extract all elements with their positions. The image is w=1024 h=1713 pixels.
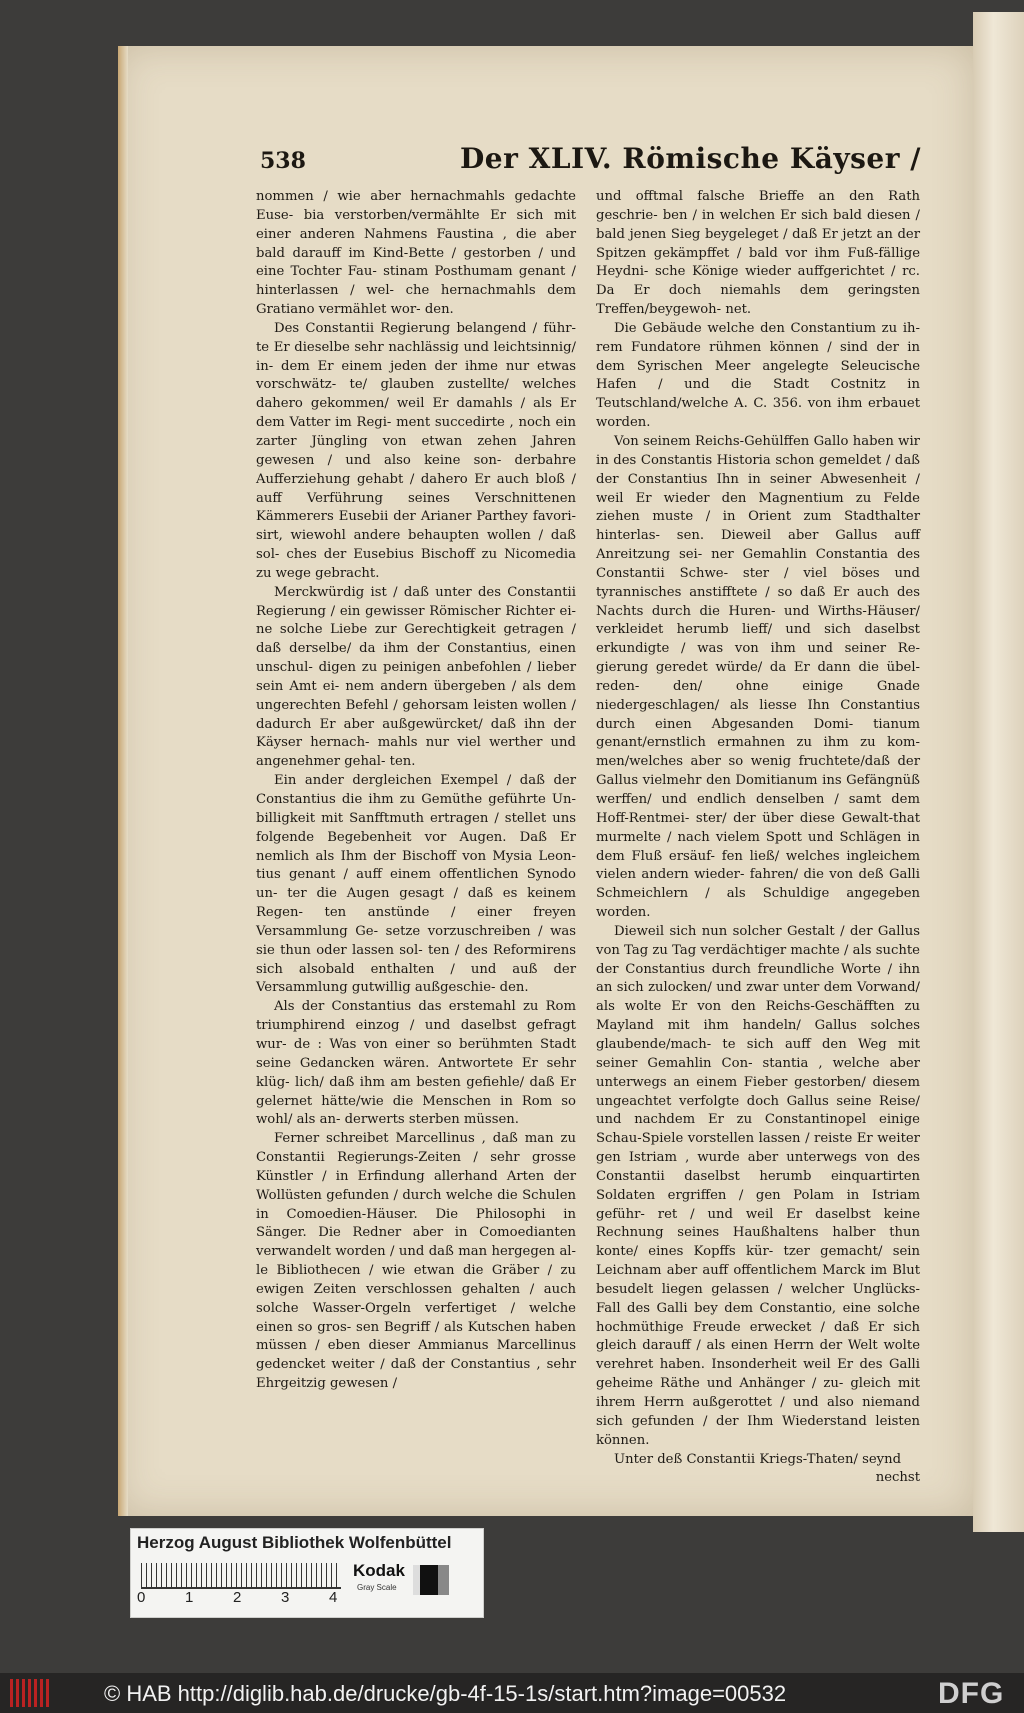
right-text-column (596, 188, 920, 1488)
institution-label: Herzog August Bibliothek Wolfenbüttel (137, 1533, 452, 1552)
paragraph: Ein ander dergleichen Exempel / daß der Constantius die ihm zu Gemüthe geführte Un- billigkeit mit Sanfftmuth ertragen / stellet uns folgende Begebenheit vor Augen. Daß Er nemlich als Ihm der Bischoff von Mysia Leon- tius genant / auff einem offentlichen Synodo un- ter die Augen gesagt / daß es keinem Regen- ten anstünde / einer freyen Versammlung Ge- setze vorzuschreiben / was sie thun oder lassen sol- ten / des Reformirens sich alsobald enthalten / und auß der Versammlung gutwillig außgeschie- den. (256, 773, 576, 996)
paragraph: nommen / wie aber hernachmahls gedachte Euse- bia verstorben/vermählte Er sich mit einer anderen Nahmens Faustina , die aber bald darauff im Kind-Bette / gestorben / und eine Tochter Fau- stinam Posthumam genant / hinterlassen / wel- che hernachmahls dem Gratiano vermählet wor- den. (256, 189, 576, 318)
page-binding-edge (118, 46, 128, 1516)
left-text-column (256, 188, 576, 1394)
paragraph: Von seinem Reichs-Gehülffen Gallo haben wir in des Constantis Historia schon gemeldet / daß der Constantius Ihn in seiner Abwesenheit / weil Er wieder den Magnentium zu Felde ziehen muste / in Orient zum Stadthalter hinterlas- sen. Dieweil aber Gallus auff Anreitzung sei- ner Gemahlin Constantia des Constantii Schwe- ster / viel böses und tyrannisches anstifftete / so daß Er auch des Nachts durch die Huren- und Wirths-Häuser/ verkleidet herumb lieff/ und sich daselbst erkundigte / was von ihm und seiner Re- gierung geredet würde/ da Er dann die übel-reden- den/ ohne einige Gnade niedergeschlagen/ als liesse Ihn Constantius durch einen Abgesanden Domi- tianum genant/ernstlich ermahnen zu ihm zu kom- men/welches aber so wenig fruchtete/daß der Gallus vielmehr den Domitianum ins Gefängnüß werffen/ und endlich denselben / samt dem Hoff-Rentmei- ster/ der über diese Gewalt-that murmelte / nach vielem Spott und Schlägen in dem Fluß ersäuf- fen ließ/ welches ingleichem vielen andern wieder- fahren/ die von deß Galli Schmeichlern / als Schuldige angegeben worden. (596, 433, 920, 921)
paragraph: Merckwürdig ist / daß unter des Constantii Regierung / ein gewisser Römischer Richter ei- ne solche Liebe zur Gerechtigkeit getragen / daß derselbe/ da ihm der Constantius, einen unschul- digen zu peinigen anbefohlen / lieber sein Amt ei- nem andern übergeben / als dem ungerechten Befehl / gehorsam leisten wollen / dadurch Er aber außgewürcket/ daß ihn der Käyser hernach- mahls nur viel werther und angenehmer gehal- ten. (256, 584, 576, 770)
catchword: nechst (875, 1470, 920, 1486)
ruler-number: 0 (137, 1589, 146, 1606)
dfg-logo: DFG (938, 1677, 1005, 1710)
ruler-number: 4 (329, 1589, 338, 1606)
paragraph: Des Constantii Regierung belangend / führ- te Er dieselbe sehr nachlässig und leichtsinnig/ in- dem Er einem jeden der ihme nur etwas vorschwätz- te/ glauben zustellte/ welches dahero gekommen/ weil Er damahls / als Er dem Vatter im Regi- ment succedirte , noch ein zarter Jüngling von etwan zehen Jahren gewesen / und also keine son- derbahre Aufferziehung gehabt / dahero Er auch bloß / auff Verführung seines Verschnittenen Kämmerers Eusebii der Arianer Parthey favori- sirt, wiewohl andere behaupten wollen / daß sol- ches der Eusebius Bischoff zu Nicomedia zu wege gebracht. (256, 320, 576, 581)
paragraph: Als der Constantius das erstemahl zu Rom triumphirend einzog / und daselbst gefragt wur- de : Was von einer so berühmten Stadt seine Gedancken wären. Antwortete Er sehr klüg- lich/ daß ihm am besten gefiehle/ daß Er gelernet hätte/wie die Menschen in Rom so wohl/ als an- derwerts sterben müssen. (256, 999, 576, 1128)
source-credit-link[interactable]: © HAB http://diglib.hab.de/drucke/gb-4f-15-1s/start.htm?image=00532 (104, 1681, 787, 1706)
hab-logo-icon (10, 1679, 50, 1707)
ruler-scale (141, 1563, 341, 1589)
paragraph: und offtmal falsche Brieffe an den Rath geschrie- ben / in welchen Er sich bald diesen / bald jenen Sieg beygeleget / daß Er jetzt an der Spitzen gekämpffet / bald vor ihm Fuß-fällige Heydni- sche Könige wieder auffgerichtet / rc. Da Er doch niemahls dem geringsten Treffen/beygewoh- net. (596, 189, 920, 318)
gray-scale-label: Gray Scale (357, 1583, 397, 1592)
paragraph: Ferner schreibet Marcellinus , daß man zu Constantii Regierungs-Zeiten / sehr grosse Künstler / in Erfindung allerhand Arten der Wollüsten gefunden / durch welche die Schulen in Comoedien-Häuser. Die Philosophi in Sänger. Die Redner aber in Comoedianten verwandelt worden / und daß man hergegen al- le Bibliothecen / wie etwan die Gräber / zu ewigen Zeiten verschlossen gehalten / auch solche Wasser-Orgeln verfertiget / welche einen so gros- sen Begriff / als Kutschen haben müssen / eben dieser Ammianus Marcellinus gedencket weiter / daß der Constantius , sehr Ehrgeitzig gewesen / (256, 1131, 576, 1392)
ruler-number: 1 (185, 1589, 194, 1606)
running-title: Der XLIV. Römische Käyser / (460, 142, 921, 175)
paragraph-last-line: Unter deß Constantii Kriegs-Thaten/ seynd (614, 1451, 902, 1467)
page-edge (973, 12, 1024, 1532)
ruler-number: 2 (233, 1589, 242, 1606)
paragraph: Die Gebäude welche den Constantium zu ih- rem Fundatore rühmen können / sind der in dem Syrischen Meer angelegte Seleucische Hafen / und die Stadt Costnitz in Teutschland/welche A. C. 356. von ihm erbauet worden. (596, 320, 920, 431)
page-number: 538 (260, 148, 306, 174)
kodak-label: Kodak (353, 1561, 405, 1580)
ruler-number: 3 (281, 1589, 290, 1606)
gray-scale-swatch (413, 1565, 449, 1595)
footer-bar (0, 1673, 1024, 1713)
ruler-numbers (137, 1589, 347, 1609)
paragraph: Dieweil sich nun solcher Gestalt / der Gallus von Tag zu Tag verdächtiger machte / als suchte der Constantius durch freundliche Worte / ihn an sich zulocken/ und zwar unter dem Vorwand/ als wolte Er von den Reichs-Geschäfften zu Mayland mit ihm handeln/ Gallus solches glaubende/mach- te sich auff den Weg mit seiner Gemahlin Con- stantia , welche aber unterwegs an einem Fieber gestorben/ diesem ungeachtet verfolgte doch Gallus seine Reise/ und nachdem Er zu Constantinopel einige Schau-Spiele vorstellen lassen / reiste Er weiter gen Istriam , wurde aber unterwegs von des Constantii daselbst herumb einquartirten Soldaten ergriffen / gen Polam in Istriam geführ- ret / und weil Er daselbst keine Rechnung seines Haußhaltens halber thun konte/ eines Kopffs kür- tzer gemacht/ sein Leichnam aber auff offentlichem Marck im Blut besudelt liegen gelassen / welcher Unglücks-Fall des Galli bey dem Constantio, eine solche hochmüthige Freude erwecket / daß Er sich gleich darauff / als einen Herrn der Welt wolte verehret haben. Insonderheit weil Er des Galli geheime Räthe und Anhänger / zu- gleich mit ihrem Herrn außgerottet / und also niemand sich gefunden / der Ihm Wiederstand leisten können. (596, 923, 920, 1448)
color-reference-card (130, 1528, 484, 1618)
page-header (260, 140, 920, 184)
